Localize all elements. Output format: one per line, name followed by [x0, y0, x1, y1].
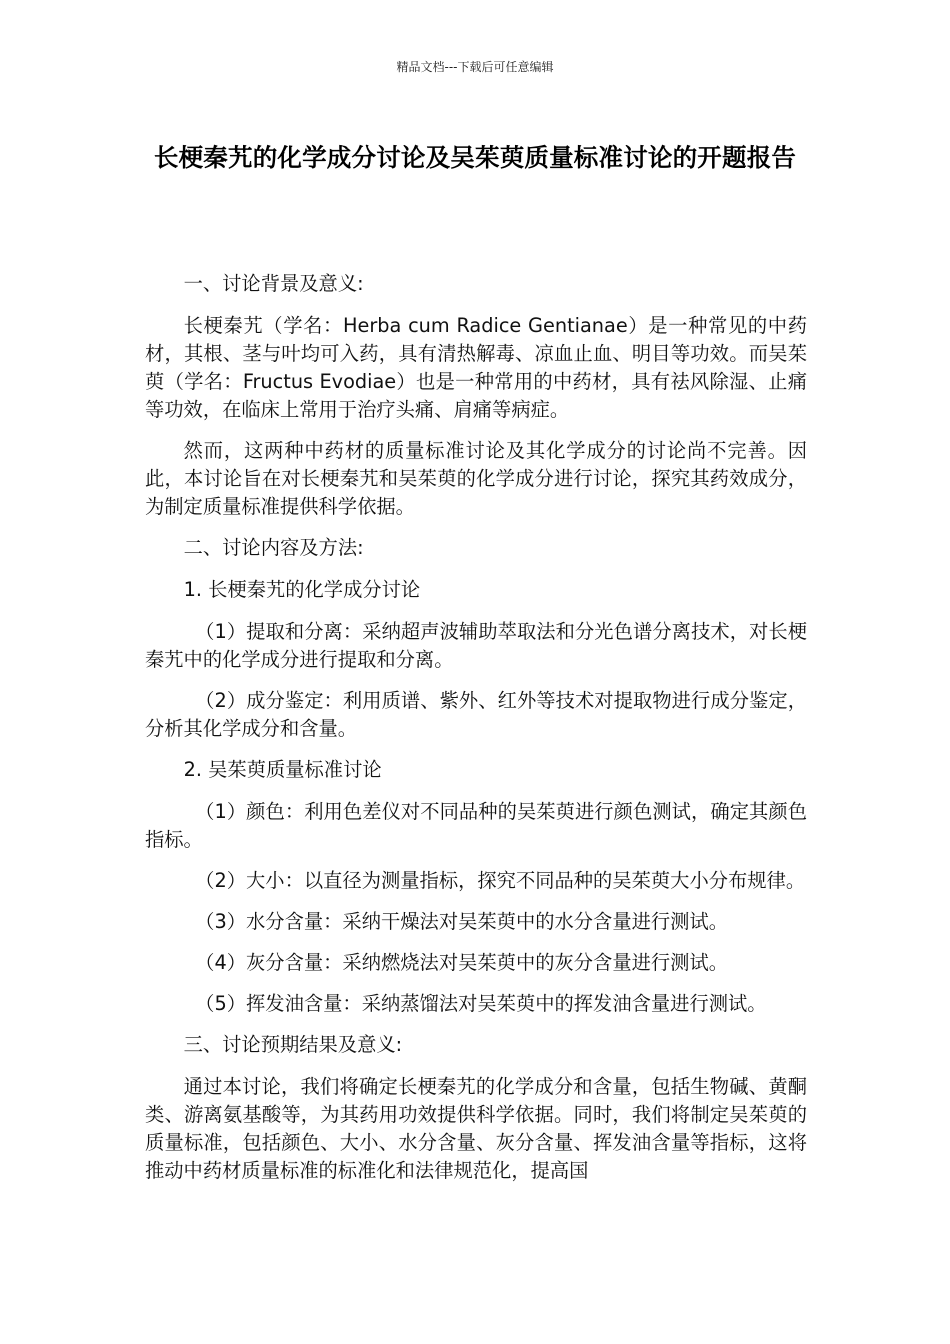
- list-item-part2-2: （2）大小：以直径为测量指标，探究不同品种的吴茱萸大小分布规律。: [195, 869, 806, 892]
- section-heading-background: 一、讨论背景及意义:: [183, 272, 364, 295]
- paragraph-background-1: 长梗秦艽（学名：Herba cum Radice Gentianae）是一种常见的中药材，其根、茎与叶均可入药，具有清热解毒、凉血止血、明目等功效。而吴茱萸（学名：Fructus Evodiae）也是一种常用的中药材，具有祛风除湿、止痛等功效，在临床上常用于治疗头痛、肩痛等病症。: [145, 314, 807, 421]
- list-item-part2-5: （5）挥发油含量：采纳蒸馏法对吴茱萸中的挥发油含量进行测试。: [195, 992, 767, 1015]
- subsection-heading-part1: 1. 长梗秦艽的化学成分讨论: [183, 578, 421, 601]
- subsection-heading-part2: 2. 吴茱萸质量标准讨论: [183, 758, 382, 781]
- paragraph-background-2: 然而，这两种中药材的质量标准讨论及其化学成分的讨论尚不完善。因此，本讨论旨在对长梗秦艽和吴茱萸的化学成分进行讨论，探究其药效成分，为制定质量标准提供科学依据。: [145, 439, 807, 518]
- list-item-part2-4: （4）灰分含量：采纳燃烧法对吴茱萸中的灰分含量进行测试。: [195, 951, 729, 974]
- list-item-part2-3: （3）水分含量：采纳干燥法对吴茱萸中的水分含量进行测试。: [195, 910, 729, 933]
- section-heading-results: 三、讨论预期结果及意义:: [183, 1033, 403, 1056]
- section-heading-content: 二、讨论内容及方法:: [183, 536, 364, 559]
- paragraph-results-1: 通过本讨论，我们将确定长梗秦艽的化学成分和含量，包括生物碱、黄酮类、游离氨基酸等，为其药用功效提供科学依据。同时，我们将制定吴茱萸的质量标准，包括颜色、大小、水分含量、灰分含量、挥发油含量等指标，这将推动中药材质量标准的标准化和法律规范化，提高国: [145, 1075, 807, 1182]
- header-note: 精品文档---下载后可任意编辑: [396, 60, 554, 74]
- list-item-part2-1: （1）颜色：利用色差仪对不同品种的吴茱萸进行颜色测试，确定其颜色指标。: [145, 800, 807, 851]
- list-item-part1-1: （1）提取和分离：采纳超声波辅助萃取法和分光色谱分离技术，对长梗秦艽中的化学成分进行提取和分离。: [145, 620, 807, 671]
- list-item-part1-2: （2）成分鉴定：利用质谱、紫外、红外等技术对提取物进行成分鉴定，分析其化学成分和含量。: [145, 689, 807, 740]
- document-body: [145, 270, 807, 1198]
- document-title: 长梗秦艽的化学成分讨论及吴茱萸质量标准讨论的开题报告: [153, 143, 797, 172]
